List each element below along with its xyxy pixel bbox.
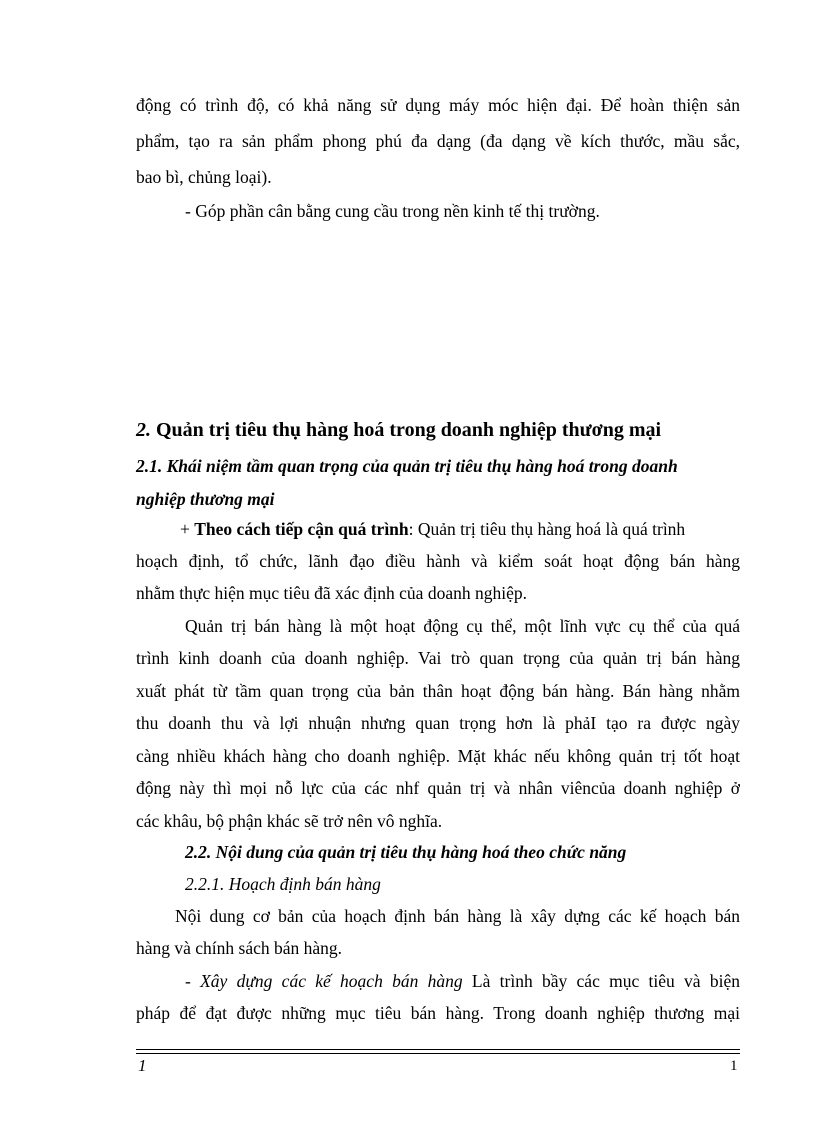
italic-term: Xây dựng các kế hoạch bán hàng <box>200 971 463 991</box>
footer-rule <box>136 1049 740 1050</box>
paragraph-line: hoạch định, tổ chức, lãnh đạo điều hành và kiểm soát hoạt động bán hàng <box>136 551 740 571</box>
footer-page-number-left: 1 <box>138 1056 147 1075</box>
text-run: : Quản trị tiêu thụ hàng hoá là quá trình <box>408 519 686 539</box>
bullet-prefix: - <box>185 971 201 991</box>
footer-page-number-right: 1 <box>730 1058 738 1074</box>
text-run: Là trình bầy các mục tiêu và biện <box>462 971 740 991</box>
paragraph-line <box>185 965 740 997</box>
paragraph-line: các khâu, bộ phận khác sẽ trở nên vô nghĩa. <box>136 811 443 831</box>
paragraph-line <box>180 513 784 545</box>
paragraph-line: hàng và chính sách bán hàng. <box>136 938 343 958</box>
paragraph-line: thu doanh thu và lợi nhuận nhưng quan trọng hơn là phảI tạo ra được ngày <box>136 713 740 733</box>
paragraph-line: Quản trị bán hàng là một hoạt động cụ thể, một lĩnh vực cụ thể của quá <box>185 616 740 636</box>
paragraph-line: xuất phát từ tầm quan trọng của bản thân hoạt động bán hàng. Bán hàng nhằm <box>136 681 740 701</box>
section-title: Quản trị tiêu thụ hàng hoá trong doanh nghiệp thương mại <box>151 419 662 441</box>
subsection-heading: 2.2. Nội dung của quản trị tiêu thụ hàng hoá theo chức năng <box>185 842 627 862</box>
paragraph-line: - Góp phần cân bằng cung cầu trong nền kinh tế thị trường. <box>185 201 600 221</box>
paragraph-line: pháp để đạt được những mục tiêu bán hàng. Trong doanh nghiệp thương mại <box>136 1003 740 1023</box>
bullet-prefix: + <box>180 519 195 539</box>
paragraph-line: trình kinh doanh của doanh nghiệp. Vai trò quan trọng của quản trị bán hàng <box>136 648 740 668</box>
paragraph-line: càng nhiều khách hàng cho doanh nghiệp. Mặt khác nếu không quản trị tốt hoạt <box>136 746 740 766</box>
paragraph-line: Nội dung cơ bản của hoạch định bán hàng là xây dựng các kế hoạch bán <box>175 906 740 926</box>
paragraph-line: bao bì, chủng loại). <box>136 167 272 187</box>
paragraph-line: động này thì mọi nỗ lực của các nhf quản trị và nhân viêncủa doanh nghiệp ở <box>136 778 740 798</box>
bold-term: Theo cách tiếp cận quá trình <box>194 519 409 539</box>
section-number: 2. <box>136 419 151 441</box>
paragraph-line: nhằm thực hiện mục tiêu đã xác định của doanh nghiệp. <box>136 583 527 603</box>
footer-rule <box>136 1053 740 1054</box>
section-heading <box>136 414 740 446</box>
subsubsection-heading: 2.2.1. Hoạch định bán hàng <box>185 874 381 894</box>
paragraph-line: phẩm, tạo ra sản phẩm phong phú đa dạng (đa dạng về kích thước, mầu sắc, <box>136 131 740 151</box>
subsection-heading: nghiệp thương mại <box>136 489 275 509</box>
paragraph-line: động có trình độ, có khả năng sử dụng máy móc hiện đại. Để hoàn thiện sản <box>136 95 740 115</box>
subsection-heading: 2.1. Khái niệm tầm quan trọng của quản trị tiêu thụ hàng hoá trong doanh <box>136 456 678 476</box>
